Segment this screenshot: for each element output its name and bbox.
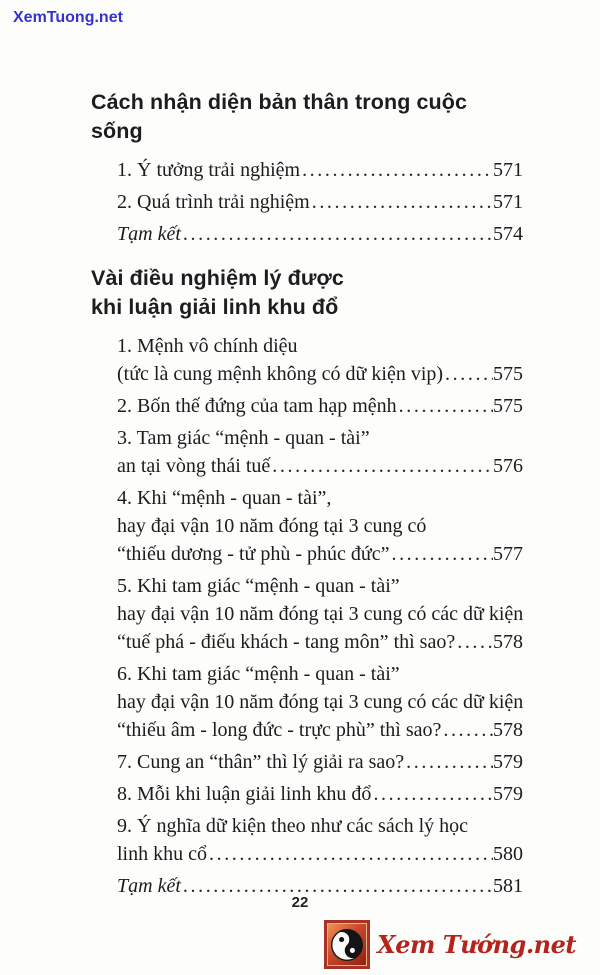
dot-leader: [371, 780, 493, 808]
dot-leader: [310, 188, 493, 216]
toc-line: [117, 156, 523, 184]
toc-entry: [117, 332, 523, 388]
page-number: 22: [291, 894, 309, 911]
dot-leader: [207, 840, 493, 868]
toc-entry: [117, 660, 523, 744]
toc-line-text: 9. Ý nghĩa dữ kiện theo như các sách lý học: [117, 815, 469, 837]
toc-line-text: 1. Ý tưởng trải nghiệm: [117, 159, 301, 181]
toc-entry: [117, 188, 523, 216]
toc-page-ref: 581: [493, 875, 523, 897]
toc-line: [117, 812, 523, 840]
toc-line: [117, 688, 523, 716]
toc-entry: [117, 220, 523, 248]
dot-leader: [441, 716, 493, 744]
toc-line: [117, 332, 523, 360]
toc-page-ref: 571: [493, 159, 523, 181]
toc-line: [117, 748, 523, 776]
toc-section: [91, 264, 524, 900]
yin-yang-icon: [324, 920, 370, 969]
toc-page-ref: 577: [493, 543, 523, 565]
toc-line-text: hay đại vận 10 năm đóng tại 3 cung có các dữ kiện: [117, 691, 524, 713]
toc-line-text: Tạm kết: [117, 223, 181, 245]
dot-leader: [300, 156, 493, 184]
section-heading-line: Vài điều nghiệm lý được: [91, 266, 344, 290]
toc-line-text: hay đại vận 10 năm đóng tại 3 cung có: [117, 515, 427, 537]
toc-line-text: Tạm kết: [117, 875, 181, 897]
toc-line: [117, 780, 523, 808]
toc-line: [117, 628, 523, 656]
toc-line-text: “thiếu dương - tử phù - phúc đức”: [117, 543, 390, 565]
toc-entry: [117, 424, 523, 480]
dot-leader: [270, 452, 493, 480]
toc-line: [117, 716, 523, 744]
toc-line-text: hay đại vận 10 năm đóng tại 3 cung có các dữ kiện: [117, 603, 524, 625]
toc-line: [117, 512, 523, 540]
toc-line-text: 5. Khi tam giác “mệnh - quan - tài”: [117, 575, 400, 597]
section-heading-line: Cách nhận diện bản thân trong cuộc sống: [91, 90, 468, 143]
toc-line-text: (tức là cung mệnh không có dữ kiện vip): [117, 363, 444, 385]
toc-entry: [117, 392, 523, 420]
toc-entry: [117, 780, 523, 808]
section-heading: [91, 88, 523, 146]
site-logo[interactable]: [324, 920, 576, 969]
toc-page-ref: 571: [493, 191, 523, 213]
dot-leader: [455, 628, 493, 656]
toc-line-text: 2. Bốn thế đứng của tam hạp mệnh: [117, 395, 397, 417]
watermark-link[interactable]: XemTuong.net: [13, 9, 123, 26]
dot-leader: [397, 392, 493, 420]
dot-leader: [404, 748, 493, 776]
toc-entry: [117, 748, 523, 776]
toc-line: [117, 360, 523, 388]
toc-line: [117, 220, 523, 248]
toc-line: [117, 540, 523, 568]
toc-page-ref: 579: [493, 751, 523, 773]
toc-entry: [117, 156, 523, 184]
toc-page-ref: 578: [493, 719, 523, 741]
toc-page-ref: 576: [493, 455, 523, 477]
toc-page-ref: 575: [493, 363, 523, 385]
toc-page-ref: 575: [493, 395, 523, 417]
toc-line-text: 7. Cung an “thân” thì lý giải ra sao?: [117, 751, 405, 773]
toc-line-text: 8. Mỗi khi luận giải linh khu đổ: [117, 783, 372, 805]
toc-line-text: linh khu cổ: [117, 843, 207, 865]
toc: [91, 88, 524, 904]
toc-line-text: “tuế phá - điếu khách - tang môn” thì sao?: [117, 631, 456, 653]
toc-page-ref: 580: [493, 843, 523, 865]
toc-line-text: 3. Tam giác “mệnh - quan - tài”: [117, 427, 370, 449]
section-heading-line: khi luận giải linh khu đổ: [91, 295, 339, 319]
dot-leader: [443, 360, 493, 388]
toc-line-text: 2. Quá trình trải nghiệm: [117, 191, 310, 213]
section-heading: [91, 264, 523, 322]
logo-text: Xem Tướng.net: [377, 930, 576, 959]
toc-line: [117, 392, 523, 420]
toc-section: [91, 88, 523, 248]
toc-line: [117, 452, 523, 480]
toc-line: [117, 572, 523, 600]
toc-page-ref: 574: [493, 223, 523, 245]
toc-entry: [117, 812, 523, 868]
dot-leader: [181, 220, 493, 248]
dot-leader: [389, 540, 493, 568]
toc-line: [117, 424, 523, 452]
toc-entry: [117, 572, 523, 656]
toc-line: [117, 484, 523, 512]
toc-line-text: 4. Khi “mệnh - quan - tài”,: [117, 487, 332, 509]
toc-line: [117, 600, 523, 628]
toc-line: [117, 188, 523, 216]
toc-line: [117, 660, 523, 688]
toc-line-text: “thiếu âm - long đức - trực phù” thì sao?: [117, 719, 442, 741]
toc-entry: [117, 484, 523, 568]
toc-page-ref: 578: [493, 631, 523, 653]
toc-line: [117, 840, 523, 868]
toc-line-text: 1. Mệnh vô chính diệu: [117, 335, 298, 357]
toc-line-text: an tại vòng thái tuế: [117, 455, 271, 477]
toc-page-ref: 579: [493, 783, 523, 805]
toc-line-text: 6. Khi tam giác “mệnh - quan - tài”: [117, 663, 400, 685]
